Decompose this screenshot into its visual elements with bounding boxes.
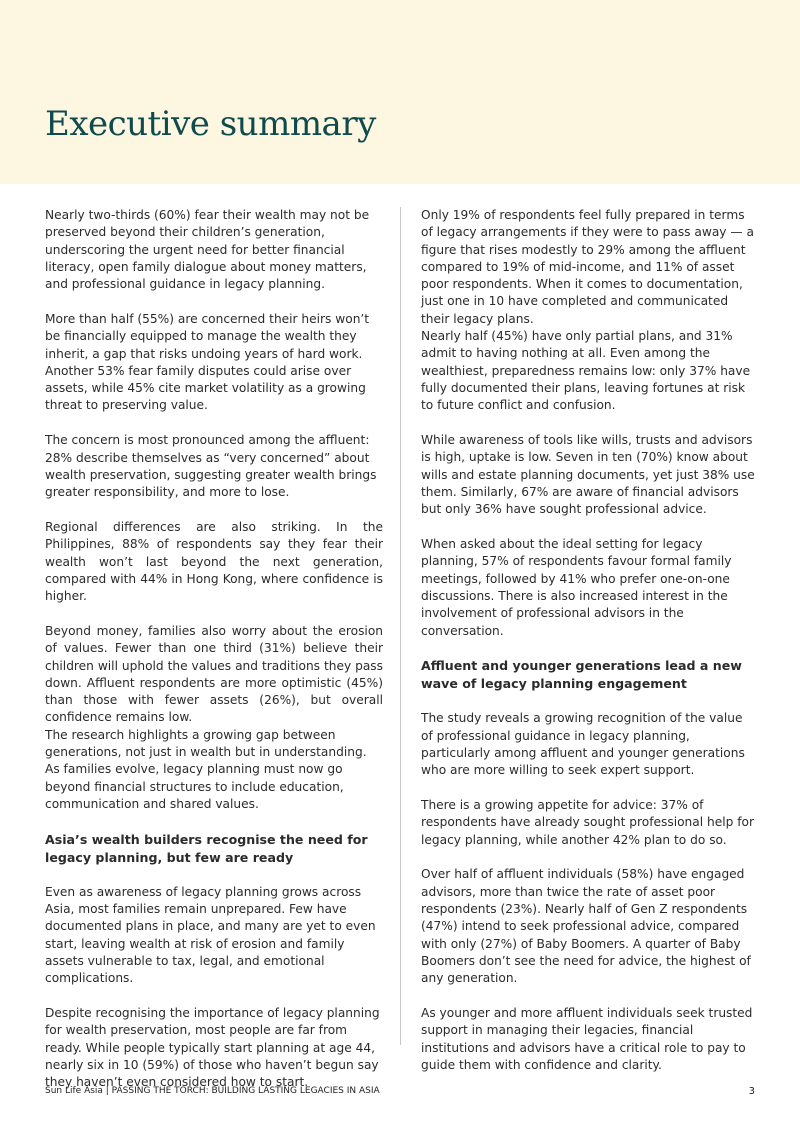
paragraph: Over half of affluent individuals (58%) have engaged advisors, more than twice the rate of asset poor respondents (23%). Nearly half of Gen Z respondents (47%) intend to seek professional advice, compared with only (27%) of Baby Boomers. A quarter of Baby Boomers don’t see the need for advice, the highest of any generation. (421, 867, 751, 986)
paragraph: As younger and more affluent individuals seek trusted support in managing their legacies, financial institutions and advisors have a critical role to pay to guide them with confidence and clarity. (421, 1005, 753, 1072)
column-divider (400, 207, 401, 1045)
paragraph: When asked about the ideal setting for legacy planning, 57% of respondents favour formal family meetings, followed by 41% who prefer one-on-one discussions. There is also increased interest in the involvement of professional advisors in the conversation. (421, 537, 732, 638)
footer-publication-title: Sun Life Asia | PASSING THE TORCH: BUILDING LASTING LEGACIES IN ASIA (45, 1086, 380, 1096)
paragraph: Regional differences are also striking. In the Philippines, 88% of respondents say they fear their wealth won’t last beyond the next generation, compared with 44% in Hong Kong, where confidence is higher. (45, 519, 383, 604)
paragraph: Only 19% of respondents feel fully prepared in terms of legacy arrangements if they were to pass away — a figure that rises modestly to 29% among the affluent compared to 19% of mid-income, and 11% of asset poor respondents. When it comes to documentation, just one in 10 have completed and communicated their legacy plans. (421, 208, 754, 326)
paragraph: Even as awareness of legacy planning grows across Asia, most families remain unprepared. Few have documented plans in place, and many are yet to even start, leaving wealth at risk of erosion and family assets vulnerable to tax, legal, and emotional complications. (45, 884, 376, 986)
paragraph: More than half (55%) are concerned their heirs won’t be financially equipped to manage the wealth they inherit, a gap that risks undoing years of hard work. Another 53% fear family disputes could arise over assets, while 45% cite market volatility as a growing threat to preserving value. (45, 311, 370, 413)
page-footer (45, 1086, 755, 1096)
paragraph: The concern is most pronounced among the affluent: 28% describe themselves as “very concerned” about wealth preservation, suggesting greater wealth brings greater responsibility, and more to lose. (45, 433, 377, 500)
paragraph: While awareness of tools like wills, trusts and advisors is high, uptake is low. Seven in ten (70%) know about wills and estate planning documents, yet just 38% use them. Similarly, 67% are aware of financial advisors but only 36% have sought professional advice. (421, 433, 755, 517)
left-column (45, 207, 383, 1109)
right-column (421, 207, 758, 1092)
paragraph: Despite recognising the importance of legacy planning for wealth preservation, most people are far from ready. While people typically start planning at age 44, nearly six in 10 (59%) of those who haven’t begun say they haven’t even considered how to start. (45, 1005, 380, 1090)
page-title: Executive summary (45, 104, 376, 144)
paragraph: Beyond money, families also worry about the erosion of values. Fewer than one third (31%) believe their children will uphold the values and traditions they pass down. Affluent respondents are more optimistic (45%) than those with fewer assets (26%), but overall confidence remains low. (45, 623, 383, 725)
page-number: 3 (748, 1086, 755, 1097)
paragraph: The study reveals a growing recognition of the value of professional guidance in legacy planning, particularly among affluent and younger generations who are more willing to seek expert support. (421, 711, 745, 778)
section-heading: Affluent and younger generations lead a new wave of legacy planning engagement (421, 658, 742, 692)
paragraph: Nearly half (45%) have only partial plans, and 31% admit to having nothing at all. Even among the wealthiest, preparedness remains low: only 37% have fully documented their plans, leaving fortunes at risk to future conflict and confusion. (421, 329, 751, 413)
paragraph: There is a growing appetite for advice: 37% of respondents have already sought professional help for legacy planning, while another 42% plan to do so. (421, 798, 754, 847)
paragraph: Nearly two-thirds (60%) fear their wealth may not be preserved beyond their children’s generation, underscoring the urgent need for better financial literacy, open family dialogue about money matters, and professional guidance in legacy planning. (45, 208, 370, 292)
paragraph: The research highlights a growing gap between generations, not just in wealth but in understanding. As families evolve, legacy planning must now go beyond financial structures to include education, communication and shared values. (45, 727, 367, 811)
section-heading: Asia’s wealth builders recognise the need for legacy planning, but few are ready (45, 831, 368, 865)
header-banner (0, 0, 800, 184)
